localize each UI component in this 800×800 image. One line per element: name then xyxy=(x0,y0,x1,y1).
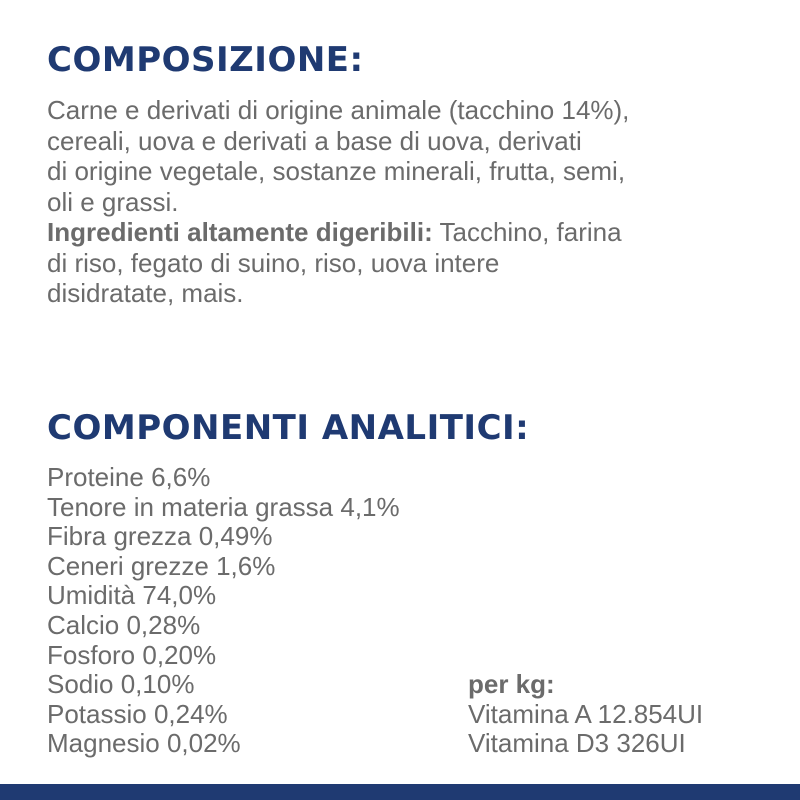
analytical-item: Fosforo 0,20% xyxy=(47,639,217,670)
composition-line: oli e grassi. xyxy=(47,186,179,217)
analytical-item: Proteine 6,6% xyxy=(47,462,211,492)
composition-line: cereali, uova e derivati a base di uova, derivati xyxy=(47,125,582,156)
analytical-item: Umidità 74,0% xyxy=(47,580,217,611)
composition-line: Carne e derivati di origine animale (tacchino 14%), xyxy=(47,95,630,125)
vitamin-item: Vitamina D3 326UI xyxy=(468,728,686,759)
vitamins-list xyxy=(468,670,703,759)
analytical-item: Ceneri grezze 1,6% xyxy=(47,550,276,581)
composition-heading: COMPOSIZIONE: xyxy=(47,40,364,80)
analytical-item: Fibra grezza 0,49% xyxy=(47,521,273,552)
analytical-item: Sodio 0,10% xyxy=(47,669,195,700)
composition-text xyxy=(47,95,767,309)
digestible-line: disidratate, mais. xyxy=(47,278,244,308)
analytical-item: Potassio 0,24% xyxy=(47,698,228,729)
analytical-list xyxy=(47,463,400,759)
analytical-item: Magnesio 0,02% xyxy=(47,728,241,759)
analytical-heading: COMPONENTI ANALITICI: xyxy=(47,408,530,448)
per-kg-label: per kg: xyxy=(468,669,555,699)
vitamin-item: Vitamina A 12.854UI xyxy=(468,698,704,729)
bottom-color-bar xyxy=(0,784,800,800)
digestible-text: Tacchino, farina xyxy=(432,217,622,247)
digestible-line xyxy=(47,217,767,248)
composition-line: di origine vegetale, sostanze minerali, frutta, semi, xyxy=(47,156,626,186)
digestible-label: Ingredienti altamente digeribili: xyxy=(47,217,433,247)
analytical-item: Tenore in materia grassa 4,1% xyxy=(47,491,400,522)
digestible-line: di riso, fegato di suino, riso, uova intere xyxy=(47,247,500,278)
analytical-item: Calcio 0,28% xyxy=(47,609,201,640)
